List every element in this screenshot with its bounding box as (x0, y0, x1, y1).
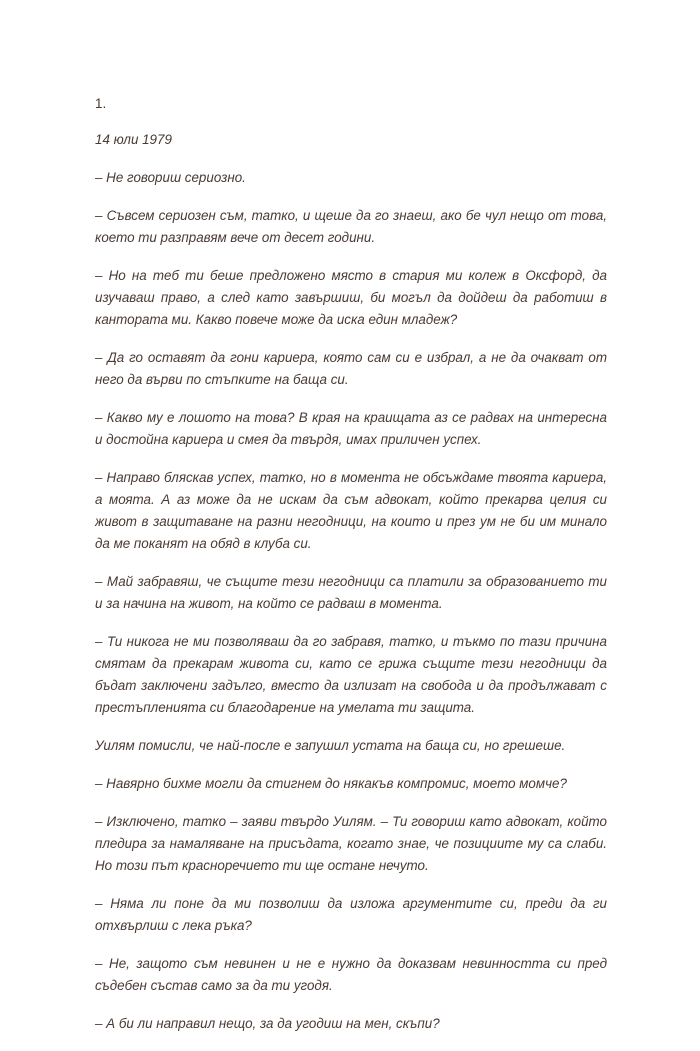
paragraph: – Не говориш сериозно. (95, 170, 246, 185)
paragraph: – Не, защото съм невинен и не е нужно да доказвам невинността си пред съдебен състав само за да ти угодя. (95, 956, 607, 993)
paragraph: – Да го оставят да гони кариера, която сам си е избрал, а не да очакват от него да върви по стъпките на баща си. (95, 350, 607, 387)
paragraph: – А би ли направил нещо, за да угодиш на мен, скъпи? (95, 1016, 440, 1031)
paragraph: – Съвсем сериозен съм, татко, и щеше да го знаеш, ако бе чул нещо от това, което ти разправям вече от десет години. (95, 208, 607, 245)
chapter-number: 1. (95, 96, 107, 111)
paragraph: – Няма ли поне да ми позволиш да изложа аргументите си, преди да ги отхвърлиш с лека ръка? (95, 896, 607, 933)
paragraph: – Направо бляскав успех, татко, но в момента не обсъждаме твоята кариера, а моята. А аз може да не искам да съм адвокат, който прекарва целия си живот в защитаване на разни негодници, на които и през ум не би им минало да ме поканят на обяд в клуба си. (95, 470, 607, 551)
paragraph: – Навярно бихме могли да стигнем до някакъв компромис, моето момче? (95, 776, 567, 791)
paragraph: – Но на теб ти беше предложено място в стария ми колеж в Оксфорд, да изучаваш право, а след като завършиш, би могъл да дойдеш да работиш в кантората ми. Какво повече може да иска един младеж? (95, 268, 607, 327)
document-body (95, 93, 607, 1051)
chapter-date: 14 юли 1979 (95, 132, 172, 147)
paragraph: – Май забравяш, че същите тези негодници са платили за образованието ти и за начина на живот, на който се радваш в момента. (95, 574, 607, 611)
paragraph: – Ти никога не ми позволяваш да го забравя, татко, и тъкмо по тази причина смятам да прекарам живота си, като се грижа същите тези негодници да бъдат заключени задълго, вместо да излизат на свобода и да продължават с престъпленията си благодарение на умелата ти защита. (95, 634, 607, 715)
paragraph: – Изключено, татко – заяви твърдо Уилям. – Ти говориш като адвокат, който пледира за намаляване на присъдата, когато знае, че позициите му са слаби. Но този път красноречието ти ще остане нечуто. (95, 814, 607, 873)
paragraph: Уилям помисли, че най-после е запушил устата на баща си, но грешеше. (95, 738, 566, 753)
paragraph: – Какво му е лошото на това? В края на краищата аз се радвах на интересна и достойна кариера и смея да твърдя, имах приличен успех. (95, 410, 607, 447)
